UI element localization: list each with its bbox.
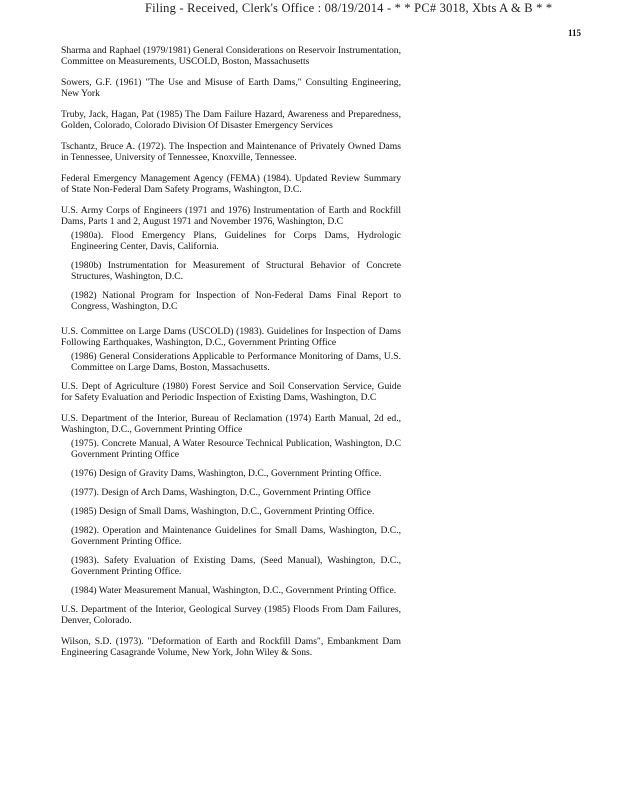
reference-sub-entry: (1982) National Program for Inspection of Non-Federal Dams Final Report to Congress, Washington, D.C (71, 290, 401, 312)
reference-entry: Tschantz, Bruce A. (1972). The Inspection and Maintenance of Privately Owned Dams in Tennessee, University of Tennessee, Knoxville, Tennessee. (61, 141, 401, 163)
reference-entry: Truby, Jack, Hagan, Pat (1985) The Dam Failure Hazard, Awareness and Preparedness, Golden, Colorado, Colorado Division Of Disaster Emergency Services (61, 109, 401, 131)
reference-sub-entry: (1985) Design of Small Dams, Washington, D.C., Government Printing Office. (71, 506, 375, 517)
reference-sub-entry: (1984) Water Measurement Manual, Washington, D.C., Government Printing Office. (71, 585, 397, 596)
reference-entry: U.S. Army Corps of Engineers (1971 and 1976) Instrumentation of Earth and Rockfill Dams, Parts 1 and 2, August 1971 and November 1976, Washington, D.C (61, 205, 401, 227)
reference-entry: Wilson, S.D. (1973). "Deformation of Earth and Rockfill Dams", Embankment Dam Engineering Casagrande Volume, New York, John Wiley & Sons. (61, 636, 401, 658)
reference-sub-entry: (1975). Concrete Manual, A Water Resource Technical Publication, Washington, D.C Government Printing Office (71, 438, 401, 460)
reference-entry: U.S. Committee on Large Dams (USCOLD) (1983). Guidelines for Inspection of Dams Following Earthquakes, Washington, D.C., Government Printing Office (61, 326, 401, 348)
reference-entry: U.S. Department of the Interior, Bureau of Reclamation (1974) Earth Manual, 2d ed., Washington, D.C., Government Printing Office (61, 413, 401, 435)
reference-entry: Sowers, G.F. (1961) "The Use and Misuse of Earth Dams," Consulting Engineering, New York (61, 77, 401, 99)
reference-sub-entry: (1986) General Considerations Applicable to Performance Monitoring of Dams, U.S. Committee on Large Dams, Boston, Massachusetts. (71, 351, 401, 373)
reference-sub-entry: (1976) Design of Gravity Dams, Washington, D.C., Government Printing Office. (71, 468, 382, 479)
reference-sub-entry: (1977). Design of Arch Dams, Washington, D.C., Government Printing Office (71, 487, 371, 498)
reference-list (61, 45, 401, 668)
reference-sub-entry: (1980b) Instrumentation for Measurement of Structural Behavior of Concrete Structures, Washington, D.C. (71, 260, 401, 282)
reference-sub-entry: (1980a). Flood Emergency Plans, Guidelines for Corps Dams, Hydrologic Engineering Center, Davis, California. (71, 230, 401, 252)
reference-sub-entry: (1983). Safety Evaluation of Existing Dams, (Seed Manual), Washington, D.C., Government Printing Office. (71, 555, 401, 577)
reference-entry: Federal Emergency Management Agency (FEMA) (1984). Updated Review Summary of State Non-Federal Dam Safety Programs, Washington, D.C. (61, 173, 401, 195)
reference-entry: Sharma and Raphael (1979/1981) General Considerations on Reservoir Instrumentation, Committee on Measurements, USCOLD, Boston, Massachusetts (61, 45, 401, 67)
reference-entry: U.S. Dept of Agriculture (1980) Forest Service and Soil Conservation Service, Guide for Safety Evaluation and Periodic Inspection of Existing Dams, Washington, D.C (61, 381, 401, 403)
page-number: 115 (568, 28, 582, 38)
reference-entry: U.S. Department of the Interior, Geological Survey (1985) Floods From Dam Failures, Denver, Colorado. (61, 604, 401, 626)
filing-stamp: Filing - Received, Clerk's Office : 08/19/2014 - * * PC# 3018, Xbts A & B * * (145, 1, 553, 15)
reference-sub-entry: (1982). Operation and Maintenance Guidelines for Small Dams, Washington, D.C., Government Printing Office. (71, 525, 401, 547)
